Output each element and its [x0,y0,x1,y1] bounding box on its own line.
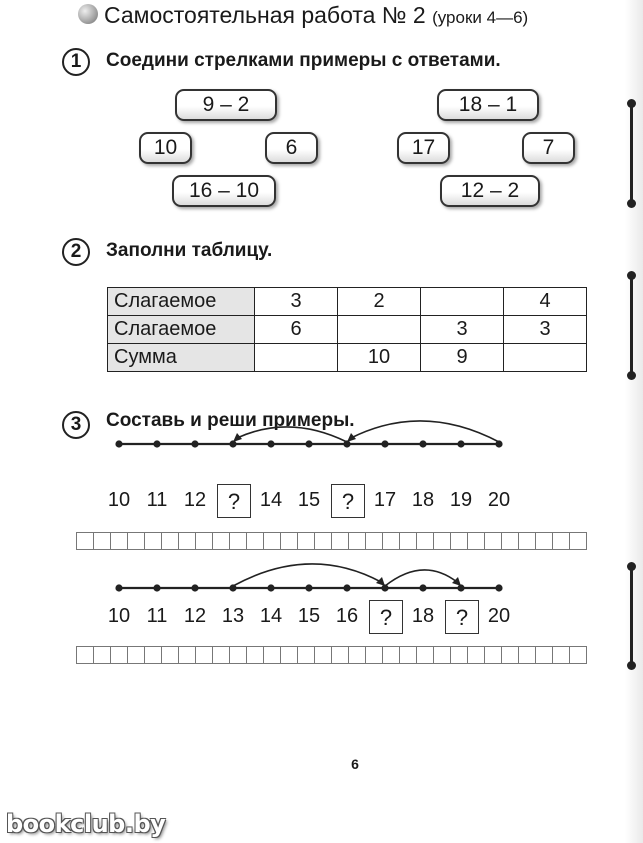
number-line-2-label: 18 [411,605,435,627]
jump-arrow [385,570,457,586]
task-2-instruction: Заполни таблицу. [106,240,273,261]
grid-cell[interactable] [501,646,519,664]
table-cell[interactable] [504,344,587,372]
table-cell[interactable] [421,288,504,316]
number-line-1-label: 11 [146,489,168,511]
task-1-example-12-2[interactable]: 12 – 2 [440,175,540,207]
table-row-label: Сумма [108,344,255,372]
grid-cell[interactable] [229,646,247,664]
task-1-answer-7[interactable]: 7 [522,132,575,164]
arrow-head-icon [233,433,242,442]
grid-cell[interactable] [569,646,587,664]
number-line-1-label: 19 [449,489,473,511]
number-line-1-missing-box[interactable]: ? [217,484,251,518]
jump-arrow [351,421,499,442]
number-line-2-label: 15 [297,605,321,627]
title-bullet-icon [78,4,98,24]
table-row [108,316,587,344]
number-line-2-label: 12 [183,605,207,627]
number-line-1-label: 17 [373,489,397,511]
table-cell[interactable]: 2 [338,288,421,316]
table-row [108,288,587,316]
table-cell[interactable] [255,344,338,372]
title-text: Самостоятельная работа № 2 [104,2,426,28]
grid-cell[interactable] [433,646,451,664]
table-row-label: Слагаемое [108,288,255,316]
page-number: 6 [351,756,359,772]
arrow-head-icon [452,577,461,586]
answer-grid-2[interactable] [77,646,587,664]
grid-cell[interactable] [348,646,366,664]
grid-cell[interactable] [178,646,196,664]
number-line-2-label: 13 [221,605,245,627]
grid-cell[interactable] [195,646,213,664]
task-1-answer-10[interactable]: 10 [139,132,192,164]
task-1-example-16-10[interactable]: 16 – 10 [172,175,276,207]
title-lessons: (уроки 4—6) [432,8,529,27]
number-line-1-label: 14 [259,489,283,511]
jump-arrow [233,564,381,586]
table-cell[interactable]: 9 [421,344,504,372]
task-2-number: 2 [62,238,90,266]
grid-cell[interactable] [535,646,553,664]
grid-cell[interactable] [280,646,298,664]
table-row-label: Слагаемое [108,316,255,344]
table-cell[interactable] [338,316,421,344]
grid-cell[interactable] [552,646,570,664]
table-cell[interactable]: 10 [338,344,421,372]
margin-bracket-task-3 [630,566,633,666]
grid-cell[interactable] [263,646,281,664]
number-line-2-label: 14 [259,605,283,627]
grid-cell[interactable] [127,646,145,664]
grid-cell[interactable] [246,646,264,664]
number-line-1-label: 12 [183,489,207,511]
table-cell[interactable]: 6 [255,316,338,344]
number-line-1-label: 18 [411,489,435,511]
task-1-example-9-2[interactable]: 9 – 2 [175,89,277,121]
grid-cell[interactable] [450,646,468,664]
table-row [108,344,587,372]
number-line-1-missing-box[interactable]: ? [331,484,365,518]
task-1-answer-17[interactable]: 17 [397,132,450,164]
task-1-answer-6[interactable]: 6 [265,132,318,164]
watermark: bookclub.by [6,810,166,838]
grid-cell[interactable] [399,646,417,664]
grid-cell[interactable] [382,646,400,664]
grid-cell[interactable] [416,646,434,664]
table-cell[interactable]: 4 [504,288,587,316]
number-line-2-missing-box[interactable]: ? [445,600,479,634]
grid-cell[interactable] [212,646,230,664]
grid-cell[interactable] [76,646,94,664]
number-line-1-label: 10 [107,489,131,511]
grid-cell[interactable] [161,646,179,664]
arrow-head-icon [347,433,356,442]
number-line-2-missing-box[interactable]: ? [369,600,403,634]
number-line-1-label: 20 [487,489,511,511]
task-3-instruction: Составь и реши примеры. [106,410,355,431]
task-3-number: 3 [62,411,90,439]
grid-cell[interactable] [314,646,332,664]
table-cell[interactable]: 3 [504,316,587,344]
grid-cell[interactable] [110,646,128,664]
table-cell[interactable]: 3 [421,316,504,344]
grid-cell[interactable] [484,646,502,664]
grid-cell[interactable] [467,646,485,664]
task-1-instruction: Соедини стрелками примеры с ответами. [106,50,501,71]
margin-bracket-task-2 [630,275,633,376]
task-1-number: 1 [62,48,90,76]
grid-cell[interactable] [331,646,349,664]
table-cell[interactable]: 3 [255,288,338,316]
grid-cell[interactable] [518,646,536,664]
number-line-2-label: 10 [107,605,131,627]
number-line-2-label: 20 [487,605,511,627]
page-title [104,2,528,29]
jump-arrow [237,427,347,442]
number-line-2-label: 11 [146,605,168,627]
arrow-head-icon [376,577,385,586]
grid-cell[interactable] [365,646,383,664]
number-line-1-label: 15 [297,489,321,511]
margin-bracket-task-1 [630,103,633,204]
grid-cell[interactable] [144,646,162,664]
grid-cell[interactable] [93,646,111,664]
sum-table [107,287,587,372]
number-line-2-label: 16 [335,605,359,627]
grid-cell[interactable] [297,646,315,664]
task-1-example-18-1[interactable]: 18 – 1 [437,89,539,121]
